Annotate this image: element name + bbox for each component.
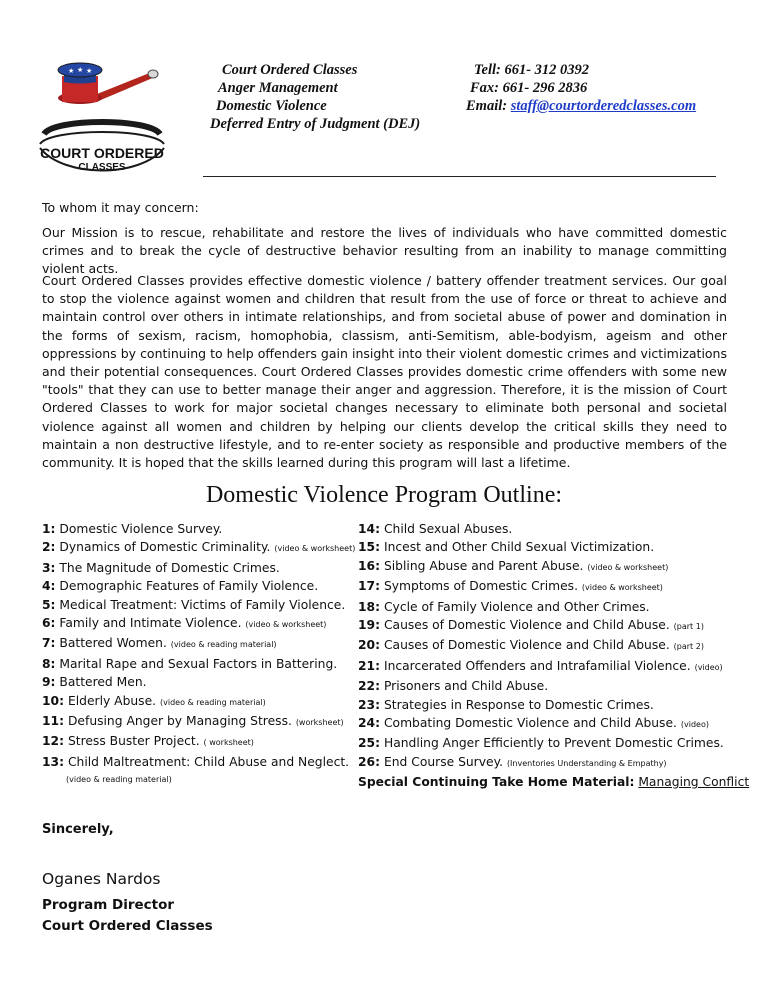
outline-item <box>42 634 355 654</box>
header-divider <box>203 176 716 177</box>
outline-item-number: 20: <box>358 638 381 653</box>
outline-item-text: Marital Rape and Sexual Factors in Battering. <box>59 656 338 671</box>
outline-item <box>42 712 355 732</box>
outline-item-text: Elderly Abuse. <box>67 693 157 708</box>
outline-item-note: (video) <box>680 720 709 730</box>
outline-item-number: 4: <box>42 579 56 594</box>
outline-item-number: 7: <box>42 636 56 651</box>
outline-item-text: Defusing Anger by Managing Stress. <box>67 714 292 729</box>
outline-item-note: (Inventories Understanding & Empathy) <box>506 758 667 768</box>
svg-text:★: ★ <box>68 67 75 75</box>
header-fax: Fax: 661- 296 2836 <box>470 80 588 96</box>
outline-item-text: Cycle of Family Violence and Other Crimes. <box>383 599 650 614</box>
outline-item-number: 17: <box>358 579 381 594</box>
outline-item <box>358 598 749 616</box>
outline-item-number: 6: <box>42 616 56 631</box>
outline-item <box>358 753 749 773</box>
outline-item-text: Causes of Domestic Violence and Child Abuse. <box>383 618 670 633</box>
outline-item-text: Incarcerated Offenders and Intrafamilial Violence. <box>383 658 691 673</box>
outline-item-note: (video & worksheet) <box>245 620 327 630</box>
outline-item-number: 12: <box>42 734 65 749</box>
outline-item-number: 9: <box>42 675 56 690</box>
outline-item-number: 5: <box>42 597 56 612</box>
outline-item-text: End Course Survey. <box>383 754 504 769</box>
outline-item <box>358 677 749 695</box>
outline-item-text: Battered Men. <box>59 675 147 690</box>
outline-left-subnote: (video & reading material) <box>66 775 172 785</box>
outline-item-text: The Magnitude of Domestic Crimes. <box>59 560 280 575</box>
outline-item-number: 3: <box>42 560 56 575</box>
signer-title: Program Director <box>42 897 175 913</box>
outline-item-text: Domestic Violence Survey. <box>59 522 223 536</box>
header-email-link[interactable]: staff@courtorderedclasses.com <box>510 98 697 114</box>
outline-item-number: 26: <box>358 754 381 769</box>
outline-item-number: 13: <box>42 754 65 769</box>
outline-item-text: Child Maltreatment: Child Abuse and Neglect. <box>67 754 350 769</box>
outline-item-number: 14: <box>358 522 381 536</box>
header-line-domestic-violence: Domestic Violence <box>216 98 327 114</box>
outline-item <box>42 577 355 595</box>
outline-item-number: 1: <box>42 522 56 536</box>
outline-item <box>42 596 355 614</box>
outline-item-note: (video & reading material) <box>170 640 277 650</box>
outline-item-note: (video & worksheet) <box>274 544 356 554</box>
court-ordered-classes-logo <box>34 52 178 180</box>
outline-item-note: (video & worksheet) <box>581 583 663 593</box>
outline-item-note: (part 1) <box>673 622 704 632</box>
outline-item-note: (video) <box>694 662 723 672</box>
outline-item <box>358 577 749 597</box>
outline-item <box>358 636 749 656</box>
outline-item <box>42 673 355 691</box>
outline-item-number: 19: <box>358 618 381 633</box>
outline-item-text: Demographic Features of Family Violence. <box>59 579 319 594</box>
outline-item-number: 2: <box>42 540 56 555</box>
outline-item-text: Medical Treatment: Victims of Family Violence. <box>59 597 346 612</box>
outline-item-text: Combating Domestic Violence and Child Abuse. <box>383 716 677 731</box>
outline-item <box>42 692 355 712</box>
outline-right-column <box>358 520 749 792</box>
header-contact <box>466 61 696 115</box>
outline-item-text: Sibling Abuse and Parent Abuse. <box>383 558 584 573</box>
outline-item <box>358 657 749 677</box>
outline-item-number: 16: <box>358 558 381 573</box>
outline-item-text: Handling Anger Efficiently to Prevent Domestic Crimes. <box>383 736 724 751</box>
outline-item <box>42 559 355 577</box>
outline-item-text: Strategies in Response to Domestic Crimes. <box>383 697 654 712</box>
outline-item-number: 15: <box>358 540 381 555</box>
outline-item-text: Incest and Other Child Sexual Victimization. <box>383 540 655 555</box>
outline-item <box>358 696 749 714</box>
outline-item <box>358 557 749 577</box>
outline-item-number: 8: <box>42 656 56 671</box>
svg-text:★: ★ <box>86 67 93 75</box>
outline-item-text: Symptoms of Domestic Crimes. <box>383 579 578 594</box>
services-paragraph: Court Ordered Classes provides effective domestic violence / battery offender treatment services. Our goal to stop the violence against women and children that result from the use of force or threat to achieve and maintain control over others in intimate relationships, and from societal abuse of power and domination in the forms of sexism, racism, homophobia, classism, anti-Semitism, able-bodyism, ageism and other oppressions by continuing to help offenders gain insight into their violent domestic crimes and victimizations and their potential consequences. Court Ordered Classes provides domestic crime offenders with some new "tools" that they can use to better manage their anger and aggression. Therefore, it is the mission of Court Ordered Classes to work for major societal changes necessary to eliminate both personal and societal violence against all women and children by helping our clients develop the critical skills they need to maintain a non destructive lifestyle, and to re-enter society as responsible and productive members of the community. It is hoped that the skills learned during this program will last a lifetime. <box>42 273 727 471</box>
sincerely: Sincerely, <box>42 822 114 837</box>
outline-left-column <box>42 520 355 790</box>
outline-item-note: (video & worksheet) <box>587 562 669 572</box>
outline-item <box>42 753 355 771</box>
header-tel: Tell: 661- 312 0392 <box>474 62 590 78</box>
header-line-anger-management: Anger Management <box>218 80 338 96</box>
outline-item <box>42 655 355 673</box>
outline-title: Domestic Violence Program Outline: <box>205 482 563 508</box>
outline-item-text: Child Sexual Abuses. <box>383 522 513 536</box>
outline-item-number: 10: <box>42 693 65 708</box>
outline-item-number: 18: <box>358 599 381 614</box>
outline-item <box>358 734 749 752</box>
outline-item-note: (part 2) <box>673 642 704 652</box>
outline-item-number: 22: <box>358 679 381 694</box>
special-material-link[interactable]: Managing Conflict <box>638 775 750 790</box>
header-email-label: Email: <box>466 98 508 114</box>
outline-item <box>358 538 749 556</box>
outline-item-number: 21: <box>358 658 381 673</box>
outline-item-text: Battered Women. <box>59 636 167 651</box>
header-services <box>210 61 420 133</box>
signer-role-block <box>42 895 213 937</box>
outline-item-note: (video & reading material) <box>159 697 266 707</box>
header-email-row <box>466 97 696 115</box>
header-line-court-ordered-classes: Court Ordered Classes <box>222 62 358 78</box>
outline-item-number: 24: <box>358 716 381 731</box>
outline-item <box>42 732 355 752</box>
special-material-label: Special Continuing Take Home Material: <box>358 775 635 790</box>
logo-text-line1: COURT ORDERED <box>40 145 164 161</box>
special-material <box>358 773 749 791</box>
outline-item <box>358 714 749 734</box>
svg-text:★: ★ <box>77 66 84 74</box>
outline-item-text: Dynamics of Domestic Criminality. <box>59 540 271 555</box>
outline-item-number: 25: <box>358 736 381 751</box>
outline-item <box>42 520 355 538</box>
outline-item-number: 23: <box>358 697 381 712</box>
logo-text-line2: CLASSES <box>78 162 126 173</box>
outline-item-text: Stress Buster Project. <box>67 734 200 749</box>
outline-item <box>358 520 749 538</box>
header-line-dej: Deferred Entry of Judgment (DEJ) <box>210 116 421 132</box>
outline-item <box>42 538 355 558</box>
outline-item-number: 11: <box>42 714 65 729</box>
outline-item-note: (worksheet) <box>295 718 344 728</box>
outline-item-text: Prisoners and Child Abuse. <box>383 679 549 694</box>
outline-item-note: ( worksheet) <box>203 738 254 748</box>
outline-item-text: Causes of Domestic Violence and Child Abuse. <box>383 638 670 653</box>
signer-org: Court Ordered Classes <box>42 918 213 934</box>
outline-item <box>358 616 749 636</box>
mission-paragraph: Our Mission is to rescue, rehabilitate and restore the lives of individuals who have committed domestic crimes and to break the cycle of destructive behavior resulting from an inability to manage committing violent acts. <box>42 225 727 277</box>
signer-name: Oganes Nardos <box>42 870 161 888</box>
outline-item-text: Family and Intimate Violence. <box>59 616 242 631</box>
outline-item <box>42 614 355 634</box>
salutation: To whom it may concern: <box>42 200 199 215</box>
